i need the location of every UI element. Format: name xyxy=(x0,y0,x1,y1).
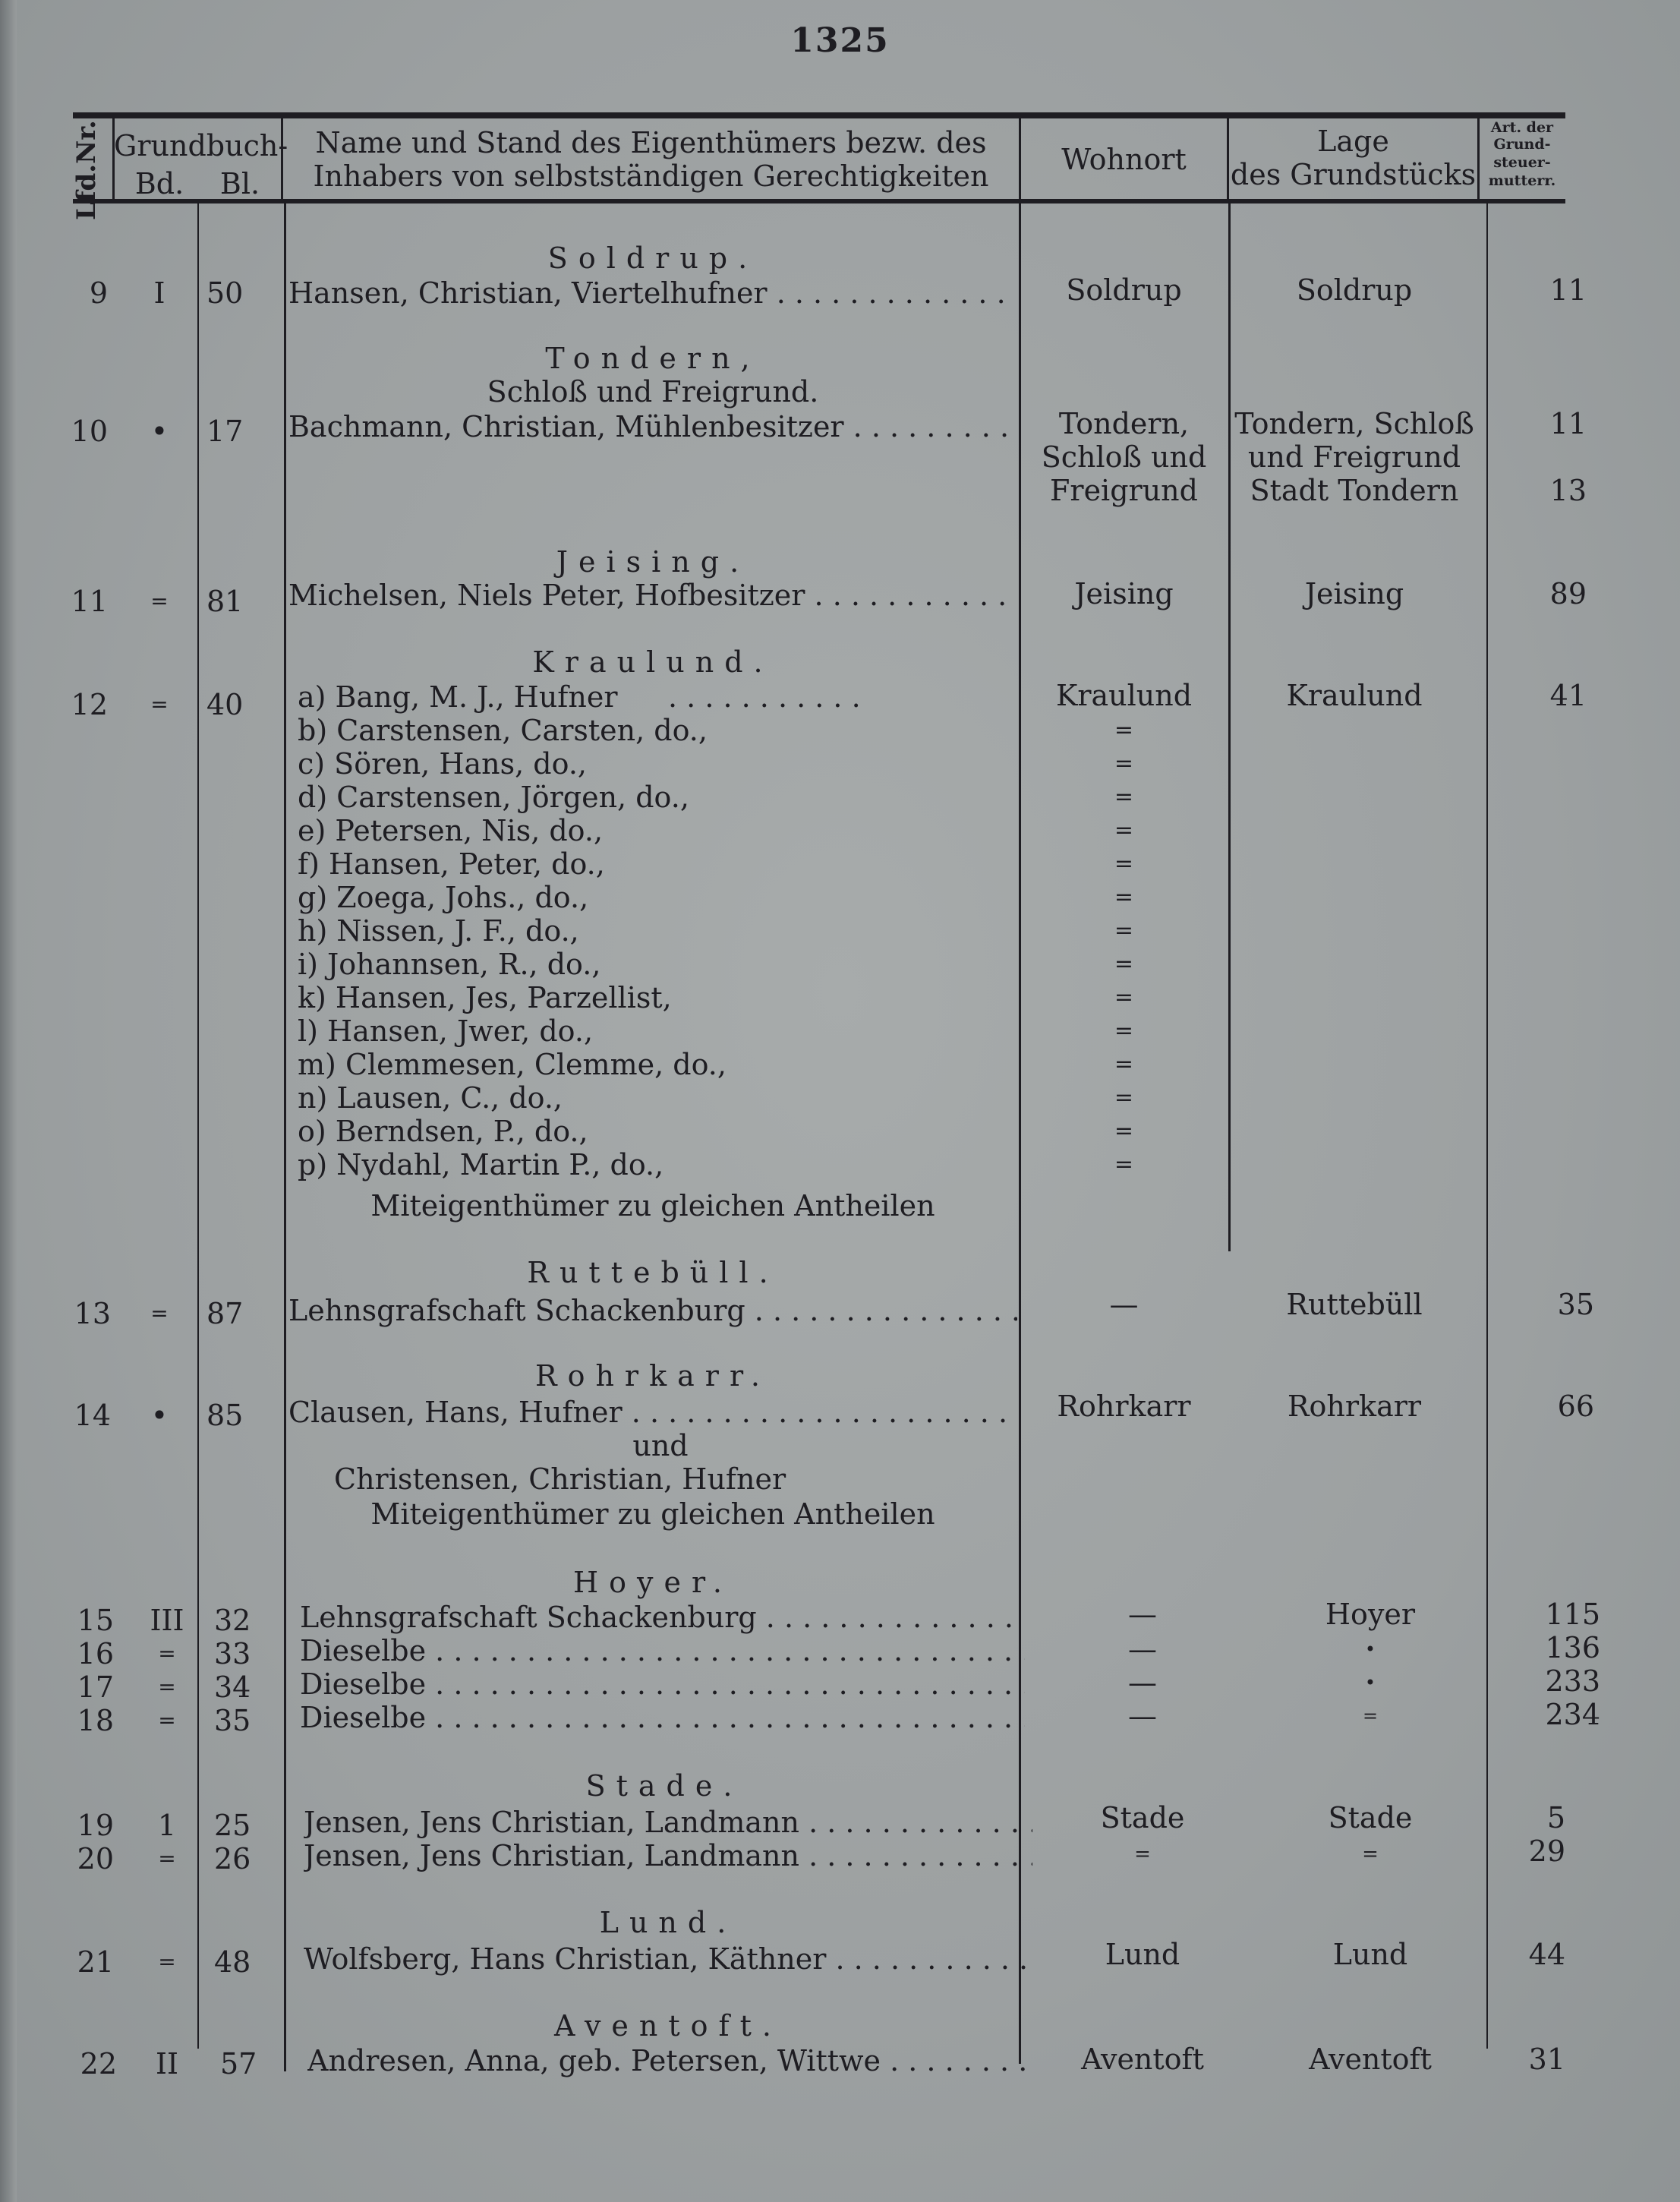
row-bd: • xyxy=(150,1399,169,1432)
section-soldrup: Soldrup. xyxy=(547,241,758,275)
row-nr: 20 xyxy=(77,1842,114,1875)
row-lage: = xyxy=(1362,1843,1379,1866)
header-bl: Bl. xyxy=(219,167,260,200)
row-bl: 85 xyxy=(206,1399,244,1432)
row-nr: 17 xyxy=(77,1670,114,1704)
header-name-line2: Inhabers von selbstständigen Gerechtigkeiten xyxy=(313,159,989,193)
row-bl: 87 xyxy=(206,1297,244,1330)
page-number: 1325 xyxy=(790,21,890,60)
row-lage: Tondern, Schloß xyxy=(1234,407,1474,440)
row-bd: = xyxy=(158,1641,176,1666)
row-art: 136 xyxy=(1545,1631,1600,1664)
row-lage: Lund xyxy=(1332,1938,1408,1971)
row-bl: 26 xyxy=(214,1842,251,1875)
row-art: 44 xyxy=(1528,1938,1565,1971)
row-wohnort: Schloß und xyxy=(1041,440,1207,474)
row-art: 35 xyxy=(1557,1288,1594,1321)
row-bl: 81 xyxy=(206,585,244,618)
row-name: Lehnsgrafschaft Schackenburg . . . xyxy=(300,1601,1025,1634)
row-bd: I xyxy=(153,276,165,310)
ditto-mark: = xyxy=(1114,1084,1134,1111)
row-lage: Hoyer xyxy=(1325,1598,1416,1631)
row-bl: 57 xyxy=(220,2047,257,2081)
owner-entry-l: l) Hansen, Jwer, do., xyxy=(298,1014,594,1048)
row-wohnort: — xyxy=(1128,1666,1157,1699)
row-name: Wolfsberg, Hans Christian, Käthner . . . xyxy=(304,1942,1032,1976)
row-name: Michelsen, Niels Peter, Hofbesitzer . . . xyxy=(288,579,1017,612)
row-name: Jensen, Jens Christian, Landmann . . . xyxy=(304,1806,1032,1839)
header-art-line3: steuer- xyxy=(1493,154,1551,171)
row-name: Dieselbe . . . xyxy=(300,1667,1025,1701)
row-art: 29 xyxy=(1528,1834,1565,1868)
owner-entry-f: f) Hansen, Peter, do., xyxy=(298,847,605,881)
header-lage-line1: Lage xyxy=(1317,125,1389,158)
row-lage: Stade xyxy=(1328,1801,1413,1834)
owner-entry-d: d) Carstensen, Jörgen, do., xyxy=(298,781,689,814)
row-art: 13 xyxy=(1549,474,1587,507)
ditto-mark: = xyxy=(1114,951,1134,977)
row-art: 11 xyxy=(1549,407,1587,440)
ditto-mark: = xyxy=(1114,717,1134,743)
row-bl: 25 xyxy=(214,1809,251,1842)
row-art: 11 xyxy=(1549,273,1587,307)
row-bd: II xyxy=(155,2047,179,2081)
owner-entry-i: i) Johannsen, R., do., xyxy=(298,948,601,981)
column-rule-bl xyxy=(284,203,286,2071)
owner-entry-n: n) Lausen, C., do., xyxy=(298,1081,563,1115)
row-lage: Aventoft xyxy=(1309,2043,1432,2076)
owner-group-note: Miteigenthümer zu gleichen Antheilen xyxy=(370,1497,935,1531)
ditto-mark: = xyxy=(1114,817,1134,844)
row-name: Lehnsgrafschaft Schackenburg . . . xyxy=(288,1294,1017,1327)
row-nr: 12 xyxy=(71,688,108,721)
owner-entry-m: m) Clemmesen, Clemme, do., xyxy=(298,1048,727,1081)
row-bd: = xyxy=(158,1846,176,1871)
row-bl: 35 xyxy=(214,1704,251,1737)
row-name: Dieselbe . . . xyxy=(300,1634,1025,1667)
header-wohnort: Wohnort xyxy=(1061,143,1187,176)
ditto-mark: = xyxy=(1114,884,1134,910)
row-nr: 9 xyxy=(89,276,108,310)
row-art: 233 xyxy=(1545,1664,1600,1698)
row-wohnort: Lund xyxy=(1105,1938,1180,1971)
ditto-mark: = xyxy=(1114,917,1134,944)
row-name: Jensen, Jens Christian, Landmann . . . xyxy=(304,1839,1032,1872)
row-nr: 11 xyxy=(71,585,108,618)
owner-entry-h: h) Nissen, J. F., do., xyxy=(298,914,579,948)
row-nr: 22 xyxy=(80,2047,117,2081)
row-bd: = xyxy=(158,1708,176,1733)
row-bd: = xyxy=(150,1301,169,1326)
section-rohrkarr: Rohrkarr. xyxy=(534,1359,771,1393)
row-art: 115 xyxy=(1545,1598,1600,1631)
ditto-mark: = xyxy=(1114,1017,1134,1044)
column-rule-wohnort xyxy=(1228,203,1231,1251)
row-name: Dieselbe . . . xyxy=(300,1701,1025,1734)
owner-entry-o: o) Berndsen, P., do., xyxy=(298,1115,588,1148)
ditto-mark: = xyxy=(1114,1118,1134,1144)
row-wohnort: Aventoft xyxy=(1081,2043,1204,2076)
row-nr: 21 xyxy=(77,1945,114,1979)
row-name-und: und xyxy=(632,1429,689,1462)
owner-entry-a: a) Bang, M. J., Hufner xyxy=(298,680,618,714)
ditto-mark: = xyxy=(1114,1051,1134,1077)
row-lage: = xyxy=(1362,1705,1379,1727)
header-art-line4: mutterr. xyxy=(1488,172,1556,189)
row-art: 41 xyxy=(1549,679,1587,712)
row-nr: 14 xyxy=(74,1399,111,1432)
ditto-mark: = xyxy=(1114,1151,1134,1178)
row-wohnort: Freigrund xyxy=(1050,474,1198,507)
owner-entry-a-dots: . . . . . . . . . . . xyxy=(668,680,861,714)
row-name: Hansen, Christian, Viertelhufner . . . xyxy=(288,276,1017,310)
row-wohnort: Rohrkarr xyxy=(1057,1390,1191,1423)
row-nr: 15 xyxy=(77,1604,114,1637)
section-lund: Lund. xyxy=(599,1906,737,1939)
ditto-mark: = xyxy=(1114,784,1134,810)
header-art-line1: Art. der xyxy=(1490,119,1554,136)
section-hoyer: Hoyer. xyxy=(572,1566,733,1599)
row-wohnort: — xyxy=(1128,1598,1157,1631)
row-bd: = xyxy=(150,588,169,614)
row-art: 234 xyxy=(1545,1698,1600,1731)
owner-entry-b: b) Carstensen, Carsten, do., xyxy=(298,714,708,747)
row-lage: Rohrkarr xyxy=(1287,1390,1422,1423)
row-lage: • xyxy=(1364,1672,1376,1693)
row-bl: 40 xyxy=(206,688,244,721)
owner-entry-p: p) Nydahl, Martin P., do., xyxy=(298,1148,664,1181)
header-art-line2: Grund- xyxy=(1493,136,1551,153)
row-wohnort: Tondern, xyxy=(1058,407,1190,440)
row-wohnort: Kraulund xyxy=(1055,679,1193,712)
section-ruttebuell: Ruttebüll. xyxy=(527,1256,779,1289)
header-top-rule xyxy=(73,112,1565,118)
row-bd: 1 xyxy=(157,1809,177,1842)
row-wohnort: Soldrup xyxy=(1066,273,1182,307)
row-bd: = xyxy=(158,1674,176,1699)
owner-group-note: Miteigenthümer zu gleichen Antheilen xyxy=(370,1189,935,1222)
row-name: Bachmann, Christian, Mühlenbesitzer . . . xyxy=(288,410,1017,443)
row-lage: Ruttebüll xyxy=(1286,1288,1423,1321)
row-bd: = xyxy=(150,692,169,717)
column-rule-bd xyxy=(197,203,199,2049)
section-jeising: Jeising. xyxy=(556,545,750,579)
row-bd: III xyxy=(150,1604,184,1637)
row-nr: 19 xyxy=(77,1809,114,1842)
section-stade: Stade. xyxy=(585,1769,743,1803)
row-bd: • xyxy=(150,415,169,448)
row-bl: 50 xyxy=(206,276,244,310)
page-binding xyxy=(0,0,17,2202)
row-bl: 17 xyxy=(206,415,244,448)
section-aventoft: Aventoft. xyxy=(554,2009,782,2043)
row-name: Clausen, Hans, Hufner . . . xyxy=(288,1396,1017,1429)
header-name-line1: Name und Stand des Eigenthümers bezw. des xyxy=(315,126,987,159)
row-lage: Soldrup xyxy=(1296,273,1413,307)
row-wohnort: — xyxy=(1128,1633,1157,1666)
owner-entry-c: c) Sören, Hans, do., xyxy=(298,747,588,781)
row-bl: 33 xyxy=(214,1637,251,1670)
row-bd: = xyxy=(158,1949,176,1974)
row-art: 89 xyxy=(1549,577,1587,610)
row-nr: 13 xyxy=(74,1297,111,1330)
row-wohnort: Jeising xyxy=(1074,577,1174,610)
row-lage: Stadt Tondern xyxy=(1250,474,1459,507)
row-bl: 32 xyxy=(214,1604,251,1637)
row-art: 31 xyxy=(1528,2043,1565,2076)
owner-entry-g: g) Zoega, Johs., do., xyxy=(298,881,589,914)
row-bl: 34 xyxy=(214,1670,251,1704)
row-wohnort: Stade xyxy=(1100,1801,1185,1834)
row-wohnort: — xyxy=(1109,1288,1139,1321)
header-bd: Bd. xyxy=(134,167,184,200)
ditto-mark: = xyxy=(1114,850,1134,877)
row-nr: 18 xyxy=(77,1704,114,1737)
row-lage: Kraulund xyxy=(1286,679,1423,712)
section-kraulund: Kraulund. xyxy=(532,645,774,679)
row-lage: Jeising xyxy=(1304,577,1404,610)
row-bl: 48 xyxy=(214,1945,251,1979)
ditto-mark: = xyxy=(1114,984,1134,1011)
header-grundbuch: Grundbuch- xyxy=(114,129,288,162)
header-bottom-rule xyxy=(73,199,1565,203)
section-tondern-sub: Schloß und Freigrund. xyxy=(487,375,819,409)
row-wohnort: — xyxy=(1128,1699,1157,1733)
row-lage: und Freigrund xyxy=(1247,440,1461,474)
owner-entry-k: k) Hansen, Jes, Parzellist, xyxy=(298,981,672,1014)
row-wohnort: = xyxy=(1134,1843,1151,1866)
row-nr: 10 xyxy=(71,415,108,448)
owner-entry-e: e) Petersen, Nis, do., xyxy=(298,814,604,847)
row-art: 5 xyxy=(1546,1801,1565,1834)
ditto-mark: = xyxy=(1114,750,1134,777)
header-lfd-nr: Lfd.Nr. xyxy=(71,120,102,220)
row-art: 66 xyxy=(1557,1390,1594,1423)
row-name-second: Christensen, Christian, Hufner xyxy=(334,1462,786,1496)
row-nr: 16 xyxy=(77,1637,114,1670)
section-tondern: Tondern, xyxy=(545,342,761,375)
row-lage: • xyxy=(1364,1639,1376,1660)
row-name: Andresen, Anna, geb. Petersen, Wittwe . . . xyxy=(307,2044,1036,2077)
header-lage-line2: des Grundstücks xyxy=(1230,158,1477,191)
